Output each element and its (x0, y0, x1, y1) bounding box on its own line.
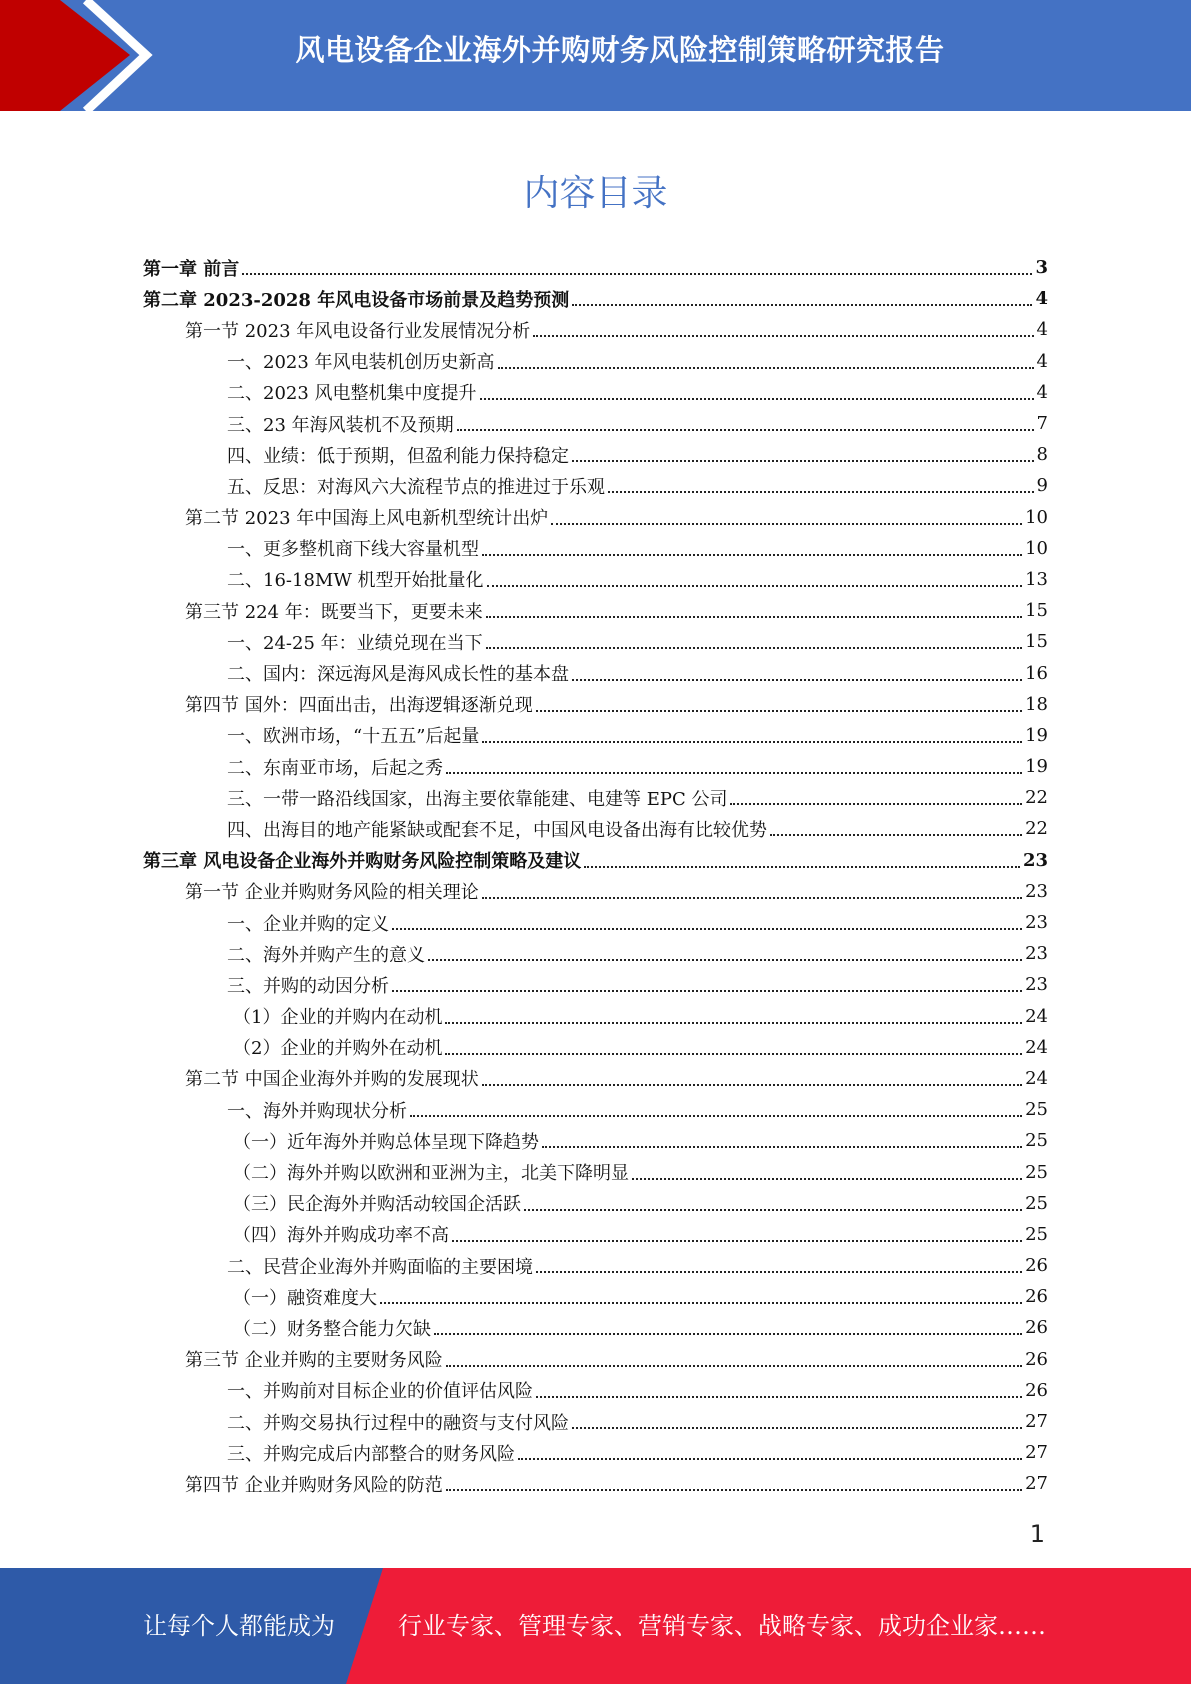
toc-entry-page: 19 (1025, 756, 1048, 778)
toc-entry[interactable] (143, 907, 1048, 938)
dot-leader (428, 958, 1022, 961)
toc-entry-title: 一、更多整机商下线大容量机型 (227, 539, 479, 561)
toc-entry-page: 8 (1036, 444, 1048, 466)
toc-entry-title: 一、并购前对目标企业的价值评估风险 (227, 1381, 533, 1403)
toc-entry[interactable] (143, 1219, 1048, 1250)
toc-entry-page: 25 (1025, 1130, 1048, 1152)
toc-entry-title: 第二节 2023 年中国海上风电新机型统计出炉 (185, 508, 549, 530)
dot-leader (498, 366, 1034, 369)
toc-entry-title: 第一节 2023 年风电设备行业发展情况分析 (185, 320, 531, 342)
toc-entry-page: 26 (1025, 1255, 1048, 1277)
dot-leader (392, 927, 1022, 930)
dot-leader (446, 1488, 1022, 1491)
toc-entry[interactable] (143, 689, 1048, 720)
toc-entry[interactable] (143, 1032, 1048, 1063)
toc-entry-page: 23 (1025, 880, 1048, 902)
footer-slogan-left: 让每个人都能成为 (143, 1612, 335, 1640)
toc-entry-page: 4 (1036, 350, 1048, 372)
arrow-decoration-icon (0, 0, 160, 111)
toc-entry[interactable] (143, 1001, 1048, 1032)
toc-entry[interactable] (143, 1063, 1048, 1094)
toc-entry-title: 第一章 前言 (143, 258, 240, 280)
toc-entry-title: 四、业绩：低于预期，但盈利能力保持稳定 (227, 445, 569, 467)
toc-entry-page: 26 (1025, 1348, 1048, 1370)
dot-leader (572, 1426, 1022, 1429)
toc-entry-title: 三、并购完成后内部整合的财务风险 (227, 1443, 515, 1465)
dot-leader (542, 1145, 1022, 1148)
toc-entry[interactable] (143, 470, 1048, 501)
toc-entry[interactable] (143, 1406, 1048, 1437)
toc-entry-page: 10 (1025, 537, 1048, 559)
toc-entry-page: 3 (1035, 257, 1048, 279)
footer-banner (0, 1568, 1191, 1684)
dot-leader (730, 802, 1022, 805)
dot-leader (482, 740, 1022, 743)
toc-entry-page: 13 (1025, 568, 1048, 590)
dot-leader (482, 896, 1022, 899)
toc-entry-page: 26 (1025, 1379, 1048, 1401)
toc-entry-page: 9 (1036, 475, 1048, 497)
toc-entry-title: （二）财务整合能力欠缺 (233, 1318, 431, 1340)
dot-leader (482, 553, 1022, 556)
toc-entry-title: 第一节 企业并购财务风险的相关理论 (185, 882, 479, 904)
dot-leader (486, 615, 1022, 618)
dot-leader (536, 1395, 1022, 1398)
toc-entry[interactable] (143, 564, 1048, 595)
header-banner (0, 0, 1191, 111)
toc-entry-page: 27 (1025, 1442, 1048, 1464)
dot-leader (770, 833, 1022, 836)
toc-entry[interactable] (143, 813, 1048, 844)
toc-entry-title: （三）民企海外并购活动较国企活跃 (233, 1194, 521, 1216)
toc-entry-page: 26 (1025, 1317, 1048, 1339)
toc-entry[interactable] (143, 1156, 1048, 1187)
toc-entry-title: 二、国内：深远海风是海风成长性的基本盘 (227, 664, 569, 686)
toc-entry[interactable] (143, 969, 1048, 1000)
dot-leader (457, 428, 1034, 431)
toc-entry-title: 第四节 国外：四面出击，出海逻辑逐渐兑现 (185, 695, 533, 717)
toc-entry-title: 一、欧洲市场，“十五五”后起量 (227, 726, 480, 748)
toc-entry-title: 一、海外并购现状分析 (227, 1100, 407, 1122)
toc-entry-title: 二、并购交易执行过程中的融资与支付风险 (227, 1412, 569, 1434)
toc-entry-page: 4 (1035, 288, 1048, 310)
toc-entry[interactable] (143, 252, 1048, 283)
dot-leader (392, 989, 1022, 992)
dot-leader (632, 1177, 1022, 1180)
toc-entry-page: 24 (1025, 1005, 1048, 1027)
toc-entry-page: 10 (1025, 506, 1048, 528)
toc-entry-page: 23 (1025, 974, 1048, 996)
toc-entry[interactable] (143, 1344, 1048, 1375)
toc-entry[interactable] (143, 502, 1048, 533)
dot-leader (445, 1021, 1022, 1024)
toc-entry-title: 第二节 中国企业海外并购的发展现状 (185, 1069, 479, 1091)
toc-entry[interactable] (143, 720, 1048, 751)
toc-entry-title: 第三节 企业并购的主要财务风险 (185, 1350, 443, 1372)
dot-leader (434, 1332, 1022, 1335)
toc-entry[interactable] (143, 751, 1048, 782)
toc-entry-page: 23 (1025, 943, 1048, 965)
dot-leader (572, 459, 1034, 462)
toc-entry[interactable] (143, 314, 1048, 345)
toc-entry-page: 27 (1025, 1411, 1048, 1433)
toc-entry[interactable] (143, 533, 1048, 564)
report-title: 风电设备企业海外并购财务风险控制策略研究报告 (295, 33, 945, 67)
footer-slogan-right: 行业专家、管理专家、营销专家、战略专家、成功企业家…… (398, 1612, 1046, 1640)
toc-entry[interactable] (143, 408, 1048, 439)
toc-entry[interactable] (143, 283, 1048, 314)
toc-entry-page: 15 (1025, 631, 1048, 653)
toc-entry[interactable] (143, 377, 1048, 408)
toc-entry[interactable] (143, 845, 1048, 876)
toc-entry[interactable] (143, 1281, 1048, 1312)
toc-entry-page: 22 (1025, 818, 1048, 840)
toc-entry-page: 24 (1025, 1036, 1048, 1058)
toc-entry-title: （一）融资难度大 (233, 1287, 377, 1309)
toc-entry-page: 24 (1025, 1067, 1048, 1089)
dot-leader (452, 1239, 1022, 1242)
dot-leader (410, 1114, 1022, 1117)
dot-leader (572, 678, 1022, 681)
toc-entry-title: （四）海外并购成功率不高 (233, 1225, 449, 1247)
dot-leader (608, 490, 1034, 493)
toc-entry-page: 26 (1025, 1286, 1048, 1308)
toc-entry-title: 二、2023 风电整机集中度提升 (227, 383, 477, 405)
toc-entry-page: 18 (1025, 693, 1048, 715)
toc-entry-page: 4 (1036, 319, 1048, 341)
dot-leader (551, 522, 1022, 525)
toc-entry[interactable] (143, 595, 1048, 626)
toc-entry-title: 第三节 224 年：既要当下，更要未来 (185, 601, 483, 623)
toc-entry[interactable] (143, 1188, 1048, 1219)
dot-leader (536, 1270, 1022, 1273)
toc-entry[interactable] (143, 1125, 1048, 1156)
toc-entry-title: 二、东南亚市场，后起之秀 (227, 757, 443, 779)
dot-leader (536, 709, 1022, 712)
toc-entry-page: 15 (1025, 600, 1048, 622)
dot-leader (445, 1052, 1022, 1055)
toc-entry[interactable] (143, 1375, 1048, 1406)
dot-leader (480, 397, 1034, 400)
toc-entry-title: 三、并购的动因分析 (227, 975, 389, 997)
dot-leader (446, 771, 1022, 774)
toc-entry-title: 五、反思：对海风六大流程节点的推进过于乐观 (227, 476, 605, 498)
toc-entry-title: 四、出海目的地产能紧缺或配套不足，中国风电设备出海有比较优势 (227, 819, 767, 841)
toc-entry-page: 4 (1036, 381, 1048, 403)
toc-entry[interactable] (143, 938, 1048, 969)
table-of-contents (143, 252, 1048, 1500)
toc-entry[interactable] (143, 876, 1048, 907)
dot-leader (518, 1457, 1022, 1460)
dot-leader (533, 334, 1033, 337)
toc-entry-title: 二、海外并购产生的意义 (227, 944, 425, 966)
toc-entry-page: 23 (1025, 912, 1048, 934)
page-number: 1 (1029, 1520, 1045, 1548)
toc-entry-title: 第三章 风电设备企业海外并购财务风险控制策略及建议 (143, 851, 582, 873)
toc-entry-title: （一）近年海外并购总体呈现下降趋势 (233, 1131, 539, 1153)
toc-entry-page: 25 (1025, 1223, 1048, 1245)
toc-heading: 内容目录 (523, 173, 668, 214)
toc-entry-page: 22 (1025, 787, 1048, 809)
toc-entry[interactable] (143, 1250, 1048, 1281)
toc-entry[interactable] (143, 626, 1048, 657)
toc-entry-title: 第四节 企业并购财务风险的防范 (185, 1474, 443, 1496)
dot-leader (524, 1208, 1022, 1211)
toc-entry-page: 25 (1025, 1099, 1048, 1121)
toc-entry-title: 一、24-25 年：业绩兑现在当下 (227, 632, 483, 654)
toc-entry[interactable] (143, 439, 1048, 470)
toc-entry-page: 25 (1025, 1192, 1048, 1214)
toc-entry-title: （1）企业的并购内在动机 (233, 1007, 443, 1029)
dot-leader (446, 1364, 1022, 1367)
dot-leader (486, 646, 1022, 649)
toc-entry[interactable] (143, 782, 1048, 813)
toc-entry[interactable] (143, 1437, 1048, 1468)
toc-entry-page: 19 (1025, 724, 1048, 746)
toc-entry-page: 25 (1025, 1161, 1048, 1183)
toc-entry-page: 7 (1036, 413, 1048, 435)
toc-entry-title: 三、一带一路沿线国家，出海主要依靠能建、电建等 EPC 公司 (227, 788, 728, 810)
toc-entry-title: 三、23 年海风装机不及预期 (227, 414, 454, 436)
toc-entry[interactable] (143, 1094, 1048, 1125)
toc-entry-title: （2）企业的并购外在动机 (233, 1038, 443, 1060)
toc-entry-title: 第二章 2023-2028 年风电设备市场前景及趋势预测 (143, 289, 570, 311)
toc-entry-title: 二、16-18MW 机型开始批量化 (227, 570, 484, 592)
dot-leader (572, 303, 1032, 306)
dot-leader (242, 272, 1032, 275)
toc-entry-title: （二）海外并购以欧洲和亚洲为主，北美下降明显 (233, 1163, 629, 1185)
toc-entry-page: 16 (1025, 662, 1048, 684)
toc-entry-title: 一、2023 年风电装机创历史新高 (227, 352, 495, 374)
toc-entry[interactable] (143, 1468, 1048, 1499)
dot-leader (584, 865, 1020, 868)
dot-leader (380, 1301, 1022, 1304)
dot-leader (487, 584, 1023, 587)
toc-entry[interactable] (143, 657, 1048, 688)
toc-entry[interactable] (143, 346, 1048, 377)
toc-entry-page: 23 (1022, 849, 1048, 871)
toc-entry-title: 二、民营企业海外并购面临的主要困境 (227, 1256, 533, 1278)
toc-entry[interactable] (143, 1312, 1048, 1343)
toc-entry-title: 一、企业并购的定义 (227, 913, 389, 935)
dot-leader (482, 1083, 1022, 1086)
toc-entry-page: 27 (1025, 1473, 1048, 1495)
